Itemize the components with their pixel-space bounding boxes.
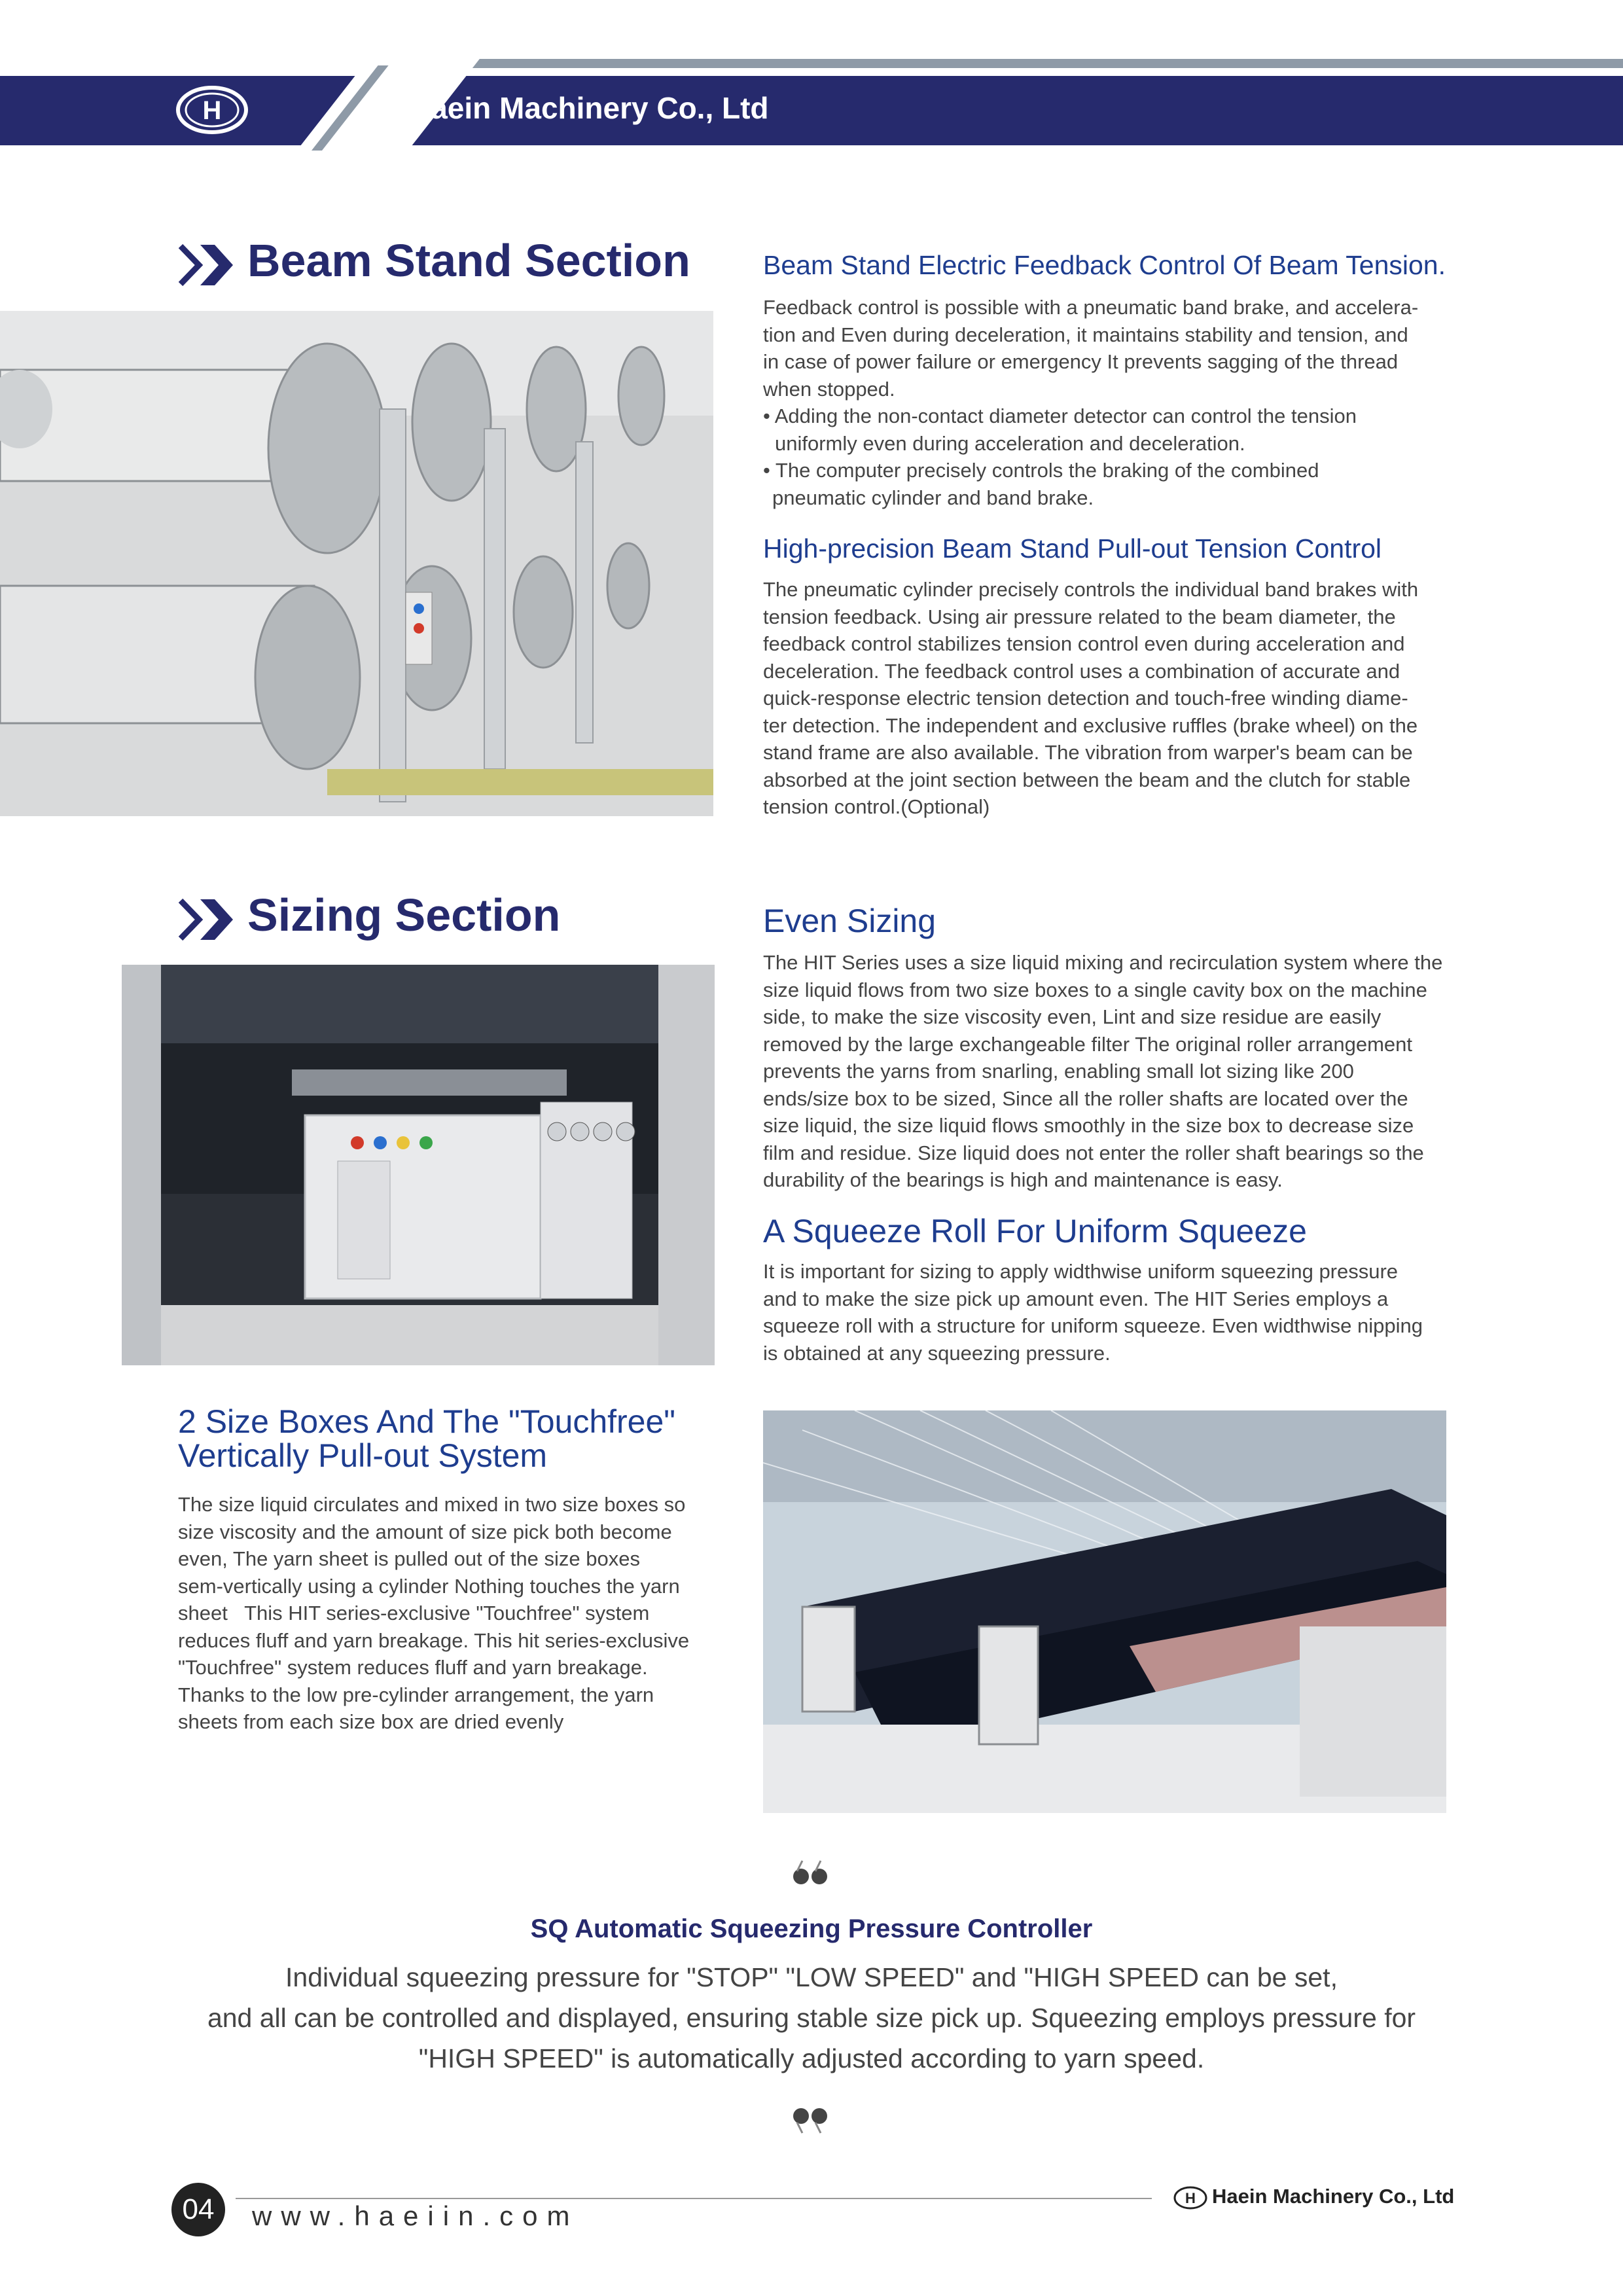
text-line: tension control.(Optional) [763, 795, 990, 818]
beam-sub1-body [763, 294, 1444, 511]
svg-text:H: H [202, 96, 222, 125]
text-line: side, to make the size viscosity even, Lint and size residue are easily [763, 1005, 1382, 1028]
text-line: sheet This HIT series-exclusive "Touchfree" system [178, 1602, 650, 1624]
footer-company-name: Haein Machinery Co., Ltd [1212, 2185, 1455, 2208]
chevron-right-icon [177, 897, 233, 942]
text-line: size viscosity and the amount of size pick both become [178, 1520, 672, 1543]
text-line: The HIT Series uses a size liquid mixing and recirculation system where the [763, 951, 1443, 974]
text-line: in case of power failure or emergency It prevents sagging of the thread [763, 350, 1399, 373]
sq-controller-title: SQ Automatic Squeezing Pressure Controller [530, 1914, 1093, 1943]
squeeze-roll-title: A Squeeze Roll For Uniform Squeeze [763, 1213, 1307, 1249]
text-line: prevents the yarns from snarling, enabling small lot sizing like 200 [763, 1060, 1354, 1083]
text-line: The size liquid circulates and mixed in two size boxes so [178, 1493, 686, 1516]
text-line: even, The yarn sheet is pulled out of the size boxes [178, 1547, 640, 1570]
bullet-line-cont: pneumatic cylinder and band brake. [772, 486, 1094, 509]
text-line: absorbed at the joint section between the beam and the clutch for stable [763, 768, 1411, 791]
company-logo-icon [175, 85, 249, 135]
quote-close-icon [791, 2104, 832, 2137]
beam-stand-section-title: Beam Stand Section [247, 235, 690, 286]
even-sizing-body [763, 949, 1447, 1194]
text-line: deceleration. The feedback control uses a combination of accurate and [763, 659, 1400, 683]
even-sizing-title: Even Sizing [763, 903, 936, 939]
text-line: squeeze roll with a structure for uniform squeeze. Even widthwise nipping [763, 1314, 1423, 1337]
chevron-right-icon [177, 242, 233, 288]
text-line: when stopped. [763, 377, 895, 401]
squeeze-roll-body [763, 1258, 1447, 1367]
text-line: tion and Even during deceleration, it maintains stability and tension, and [763, 323, 1408, 346]
text-line: tension feedback. Using air pressure related to the beam diameter, the [763, 605, 1396, 628]
page-number: 04 [171, 2183, 225, 2236]
beam-sub2-body [763, 576, 1444, 821]
sq-line: Individual squeezing pressure for "STOP" "LOW SPEED" and "HIGH SPEED can be set, [285, 1962, 1338, 1992]
text-line: ends/size box to be sized, Since all the roller shafts are located over the [763, 1086, 1408, 1110]
text-line: size liquid, the size liquid flows smoothly in the size box to decrease size [763, 1114, 1414, 1137]
size-boxes-body [178, 1491, 713, 1736]
text-line: stand frame are also available. The vibration from warper's beam can be [763, 741, 1413, 764]
beam-sub1-title: Beam Stand Electric Feedback Control Of Beam Tension. [763, 250, 1446, 280]
text-line: sem-vertically using a cylinder Nothing touches the yarn [178, 1574, 680, 1598]
text-line: feedback control stabilizes tension control even during acceleration and [763, 632, 1405, 655]
text-line: and to make the size pick up amount even. The HIT Series employs a [763, 1287, 1389, 1310]
text-line: ter detection. The independent and exclusive ruffles (brake wheel) on the [763, 713, 1418, 737]
title-line: Vertically Pull-out System [178, 1437, 548, 1474]
text-line: is obtained at any squeezing pressure. [763, 1341, 1111, 1365]
header-company-name: Haein Machinery Co., Ltd [409, 91, 769, 125]
text-line: reduces fluff and yarn breakage. This hit series-exclusive [178, 1628, 690, 1652]
bullet-line: • Adding the non-contact diameter detector can control the tension [763, 404, 1357, 427]
text-line: quick-response electric tension detection and touch-free winding diame- [763, 687, 1408, 709]
bullet-line-cont: uniformly even during acceleration and deceleration. [775, 431, 1245, 455]
footer-logo-icon [1173, 2185, 1208, 2211]
text-line: The pneumatic cylinder precisely controls the individual band brakes with [763, 578, 1419, 601]
website-link[interactable]: www.haeiin.com [252, 2200, 579, 2231]
text-line: sheets from each size box are dried evenly [178, 1710, 564, 1733]
header-accent-line [380, 59, 1623, 68]
quote-open-icon [791, 1856, 832, 1888]
sizing-section-title: Sizing Section [247, 889, 561, 941]
svg-text:H: H [1185, 2190, 1196, 2206]
beam-stand-photo [0, 311, 713, 816]
text-line: removed by the large exchangeable filter The original roller arrangement [763, 1032, 1412, 1056]
footer-divider [236, 2198, 1152, 2199]
sq-line: and all can be controlled and displayed, ensuring stable size pick up. Squeezing employs pressure for [207, 2003, 1416, 2033]
beam-sub2-title: High-precision Beam Stand Pull-out Tension Control [763, 533, 1382, 564]
text-line: film and residue. Size liquid does not enter the roller shaft bearings so the [763, 1141, 1424, 1164]
squeeze-roll-photo [763, 1410, 1446, 1813]
text-line: durability of the bearings is high and maintenance is easy. [763, 1168, 1283, 1191]
sq-line: "HIGH SPEED" is automatically adjusted according to yarn speed. [418, 2043, 1205, 2073]
sizing-machine-photo [122, 965, 715, 1365]
text-line: It is important for sizing to apply widthwise uniform squeezing pressure [763, 1260, 1399, 1283]
bullet-line: • The computer precisely controls the braking of the combined [763, 459, 1319, 482]
text-line: Feedback control is possible with a pneumatic band brake, and accelera- [763, 296, 1419, 319]
text-line: Thanks to the low pre-cylinder arrangement, the yarn [178, 1683, 654, 1706]
text-line: size liquid flows from two size boxes to a single cavity box on the machine [763, 978, 1427, 1001]
title-line: 2 Size Boxes And The "Touchfree" [178, 1403, 676, 1440]
text-line: "Touchfree" system reduces fluff and yarn breakage. [178, 1656, 648, 1679]
size-boxes-title [178, 1405, 675, 1473]
